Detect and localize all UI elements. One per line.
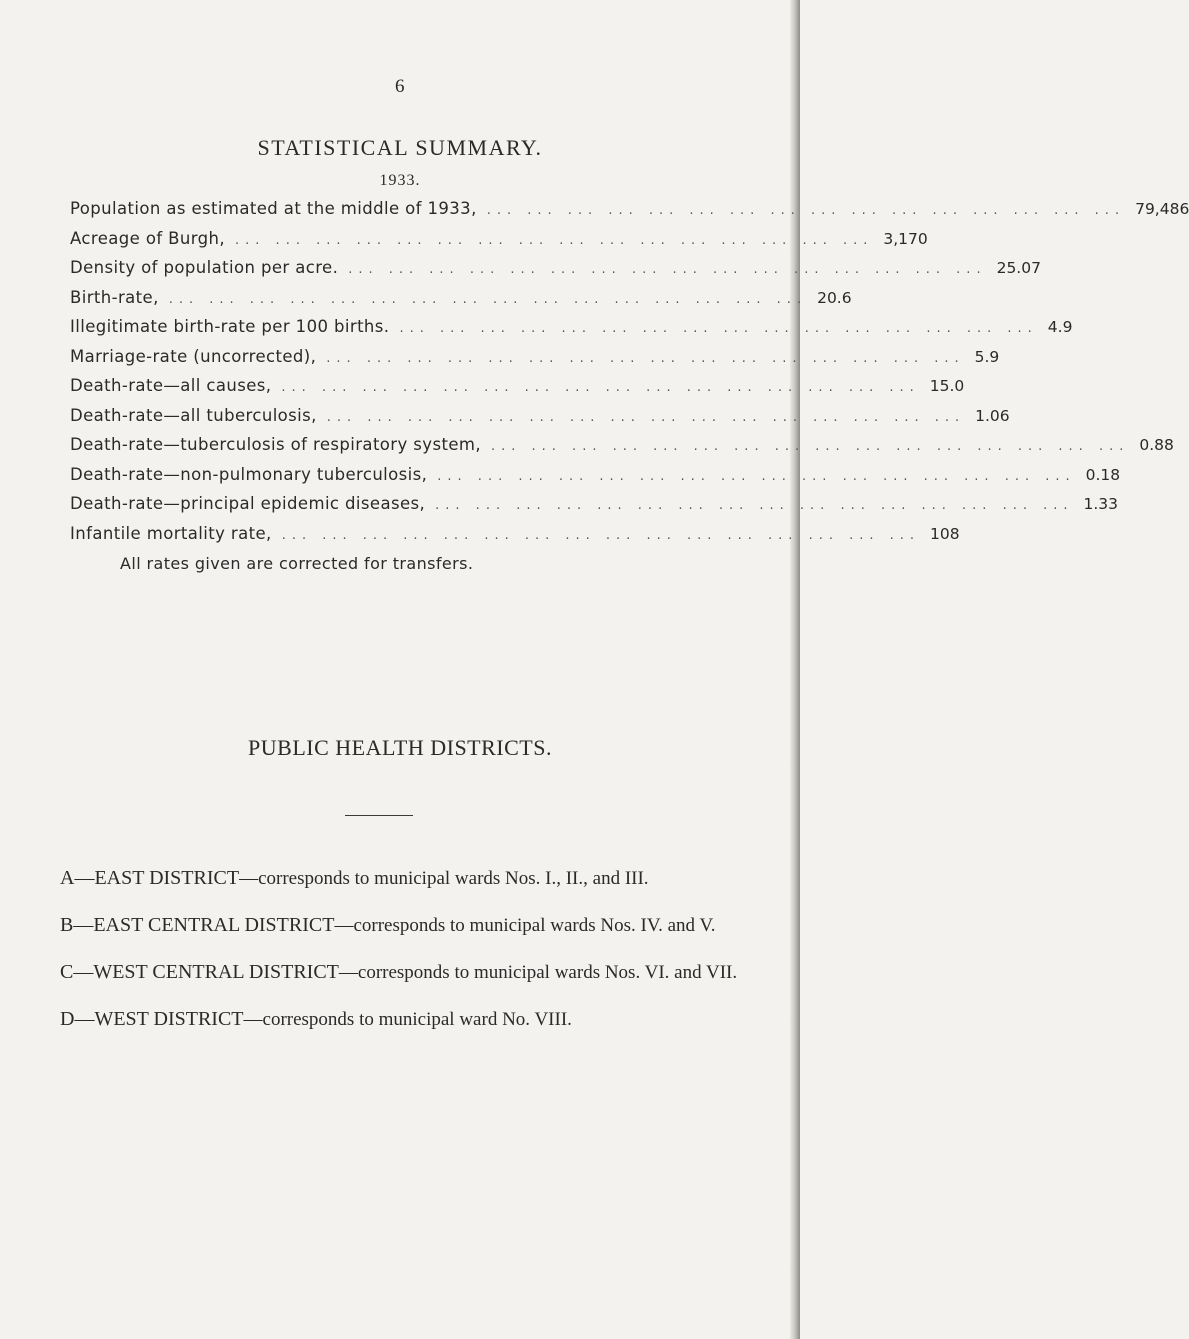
- district-name: A—EAST DISTRICT: [60, 867, 240, 889]
- district-description: —corresponds to municipal wards Nos. IV. and V.: [334, 915, 716, 936]
- stat-label: Death-rate—tuberculosis of respiratory system,: [70, 435, 481, 454]
- district-description: —corresponds to municipal wards Nos. VI. and VII.: [338, 962, 738, 983]
- dot-leader: ... ... ... ... ... ... ... ... ... ... ... ... ... ... ... ...: [326, 350, 965, 366]
- stat-row-death-rate-epidemic-diseases: [70, 494, 1119, 524]
- district-name: C—WEST CENTRAL DISTRICT: [60, 961, 339, 983]
- stat-row-death-rate-all-causes: [70, 376, 965, 406]
- stat-row-marriage-rate: [70, 346, 1000, 377]
- district-b: [60, 911, 750, 940]
- districts-title: PUBLIC HEALTH DISTRICTS.: [248, 735, 552, 760]
- stat-label: Birth-rate,: [70, 287, 159, 307]
- stat-row-death-rate-non-pulmonary-tuberculosis: [70, 464, 1121, 495]
- stat-value: 0.88: [1139, 436, 1174, 454]
- page-number: 6: [395, 76, 405, 97]
- statistics-table: [70, 199, 1189, 553]
- dot-leader: ... ... ... ... ... ... ... ... ... ... ... ... ... ... ... ...: [281, 527, 921, 543]
- stat-value: 0.18: [1085, 465, 1121, 484]
- stat-row-infantile-mortality: [70, 523, 960, 554]
- stat-row-death-rate-all-tuberculosis: [70, 405, 1010, 436]
- stat-value: 1.06: [975, 406, 1010, 425]
- stat-value: 4.9: [1047, 318, 1073, 336]
- title-rule-divider: [345, 815, 413, 816]
- stat-label: Death-rate—all tuberculosis,: [70, 405, 317, 425]
- districts-list: [60, 864, 750, 1052]
- stat-label: Death-rate—non-pulmonary tuberculosis,: [70, 464, 428, 484]
- stat-row-illegitimate-birth-rate: [70, 317, 1073, 347]
- dot-leader: ... ... ... ... ... ... ... ... ... ... ... ... ... ... ... ...: [399, 321, 1038, 336]
- dot-leader: ... ... ... ... ... ... ... ... ... ... ... ... ... ... ... ...: [491, 439, 1130, 454]
- stat-label: Acreage of Burgh,: [70, 228, 226, 248]
- summary-title: STATISTICAL SUMMARY.: [257, 135, 543, 160]
- stat-value: 108: [930, 524, 960, 543]
- stat-label: Density of population per acre.: [70, 258, 339, 277]
- dot-leader: ... ... ... ... ... ... ... ... ... ... ... ... ... ... ... ...: [235, 232, 874, 248]
- stat-value: 5.9: [974, 347, 1000, 366]
- rates-note: All rates given are corrected for transfers.: [120, 554, 474, 573]
- stat-label: Population as estimated at the middle of 1933,: [70, 199, 477, 218]
- summary-year: 1933.: [379, 172, 421, 189]
- stat-value: 15.0: [929, 377, 965, 395]
- district-d: [60, 1005, 750, 1034]
- district-name: D—WEST DISTRICT: [60, 1008, 244, 1030]
- dot-leader: ... ... ... ... ... ... ... ... ... ... ... ... ... ... ... ...: [348, 262, 987, 277]
- stat-label: Marriage-rate (uncorrected),: [70, 346, 317, 366]
- stat-label: Death-rate—principal epidemic diseases,: [70, 494, 426, 513]
- district-c: [60, 958, 750, 987]
- stat-value: 79,486: [1135, 200, 1189, 218]
- stat-row-population: [70, 199, 1189, 229]
- stat-row-death-rate-respiratory-tuberculosis: [70, 435, 1174, 465]
- dot-leader: ... ... ... ... ... ... ... ... ... ... ... ... ... ... ... ...: [435, 498, 1074, 513]
- dot-leader: ... ... ... ... ... ... ... ... ... ... ... ... ... ... ... ...: [486, 203, 1126, 218]
- stat-value: 1.33: [1083, 495, 1119, 513]
- dot-leader: ... ... ... ... ... ... ... ... ... ... ... ... ... ... ... ...: [168, 291, 808, 307]
- stat-row-density: [70, 258, 1041, 288]
- stat-value: 20.6: [817, 288, 852, 307]
- dot-leader: ... ... ... ... ... ... ... ... ... ... ... ... ... ... ... ...: [326, 409, 966, 425]
- district-name: B—EAST CENTRAL DISTRICT: [60, 914, 335, 936]
- stat-label: Infantile mortality rate,: [70, 523, 272, 543]
- stat-row-birth-rate: [70, 287, 852, 318]
- dot-leader: ... ... ... ... ... ... ... ... ... ... ... ... ... ... ... ...: [281, 380, 920, 395]
- dot-leader: ... ... ... ... ... ... ... ... ... ... ... ... ... ... ... ...: [437, 468, 1076, 484]
- stat-label: Death-rate—all causes,: [70, 376, 272, 395]
- stat-row-acreage: [70, 228, 928, 259]
- stat-value: 3,170: [883, 229, 928, 248]
- stat-label: Illegitimate birth-rate per 100 births.: [70, 317, 390, 336]
- district-description: —corresponds to municipal wards Nos. I., II., and III.: [239, 868, 649, 889]
- stat-value: 25.07: [996, 259, 1041, 277]
- district-a: [60, 864, 750, 893]
- district-description: —corresponds to municipal ward No. VIII.: [243, 1009, 572, 1030]
- page-edge-shadow: [790, 0, 800, 1339]
